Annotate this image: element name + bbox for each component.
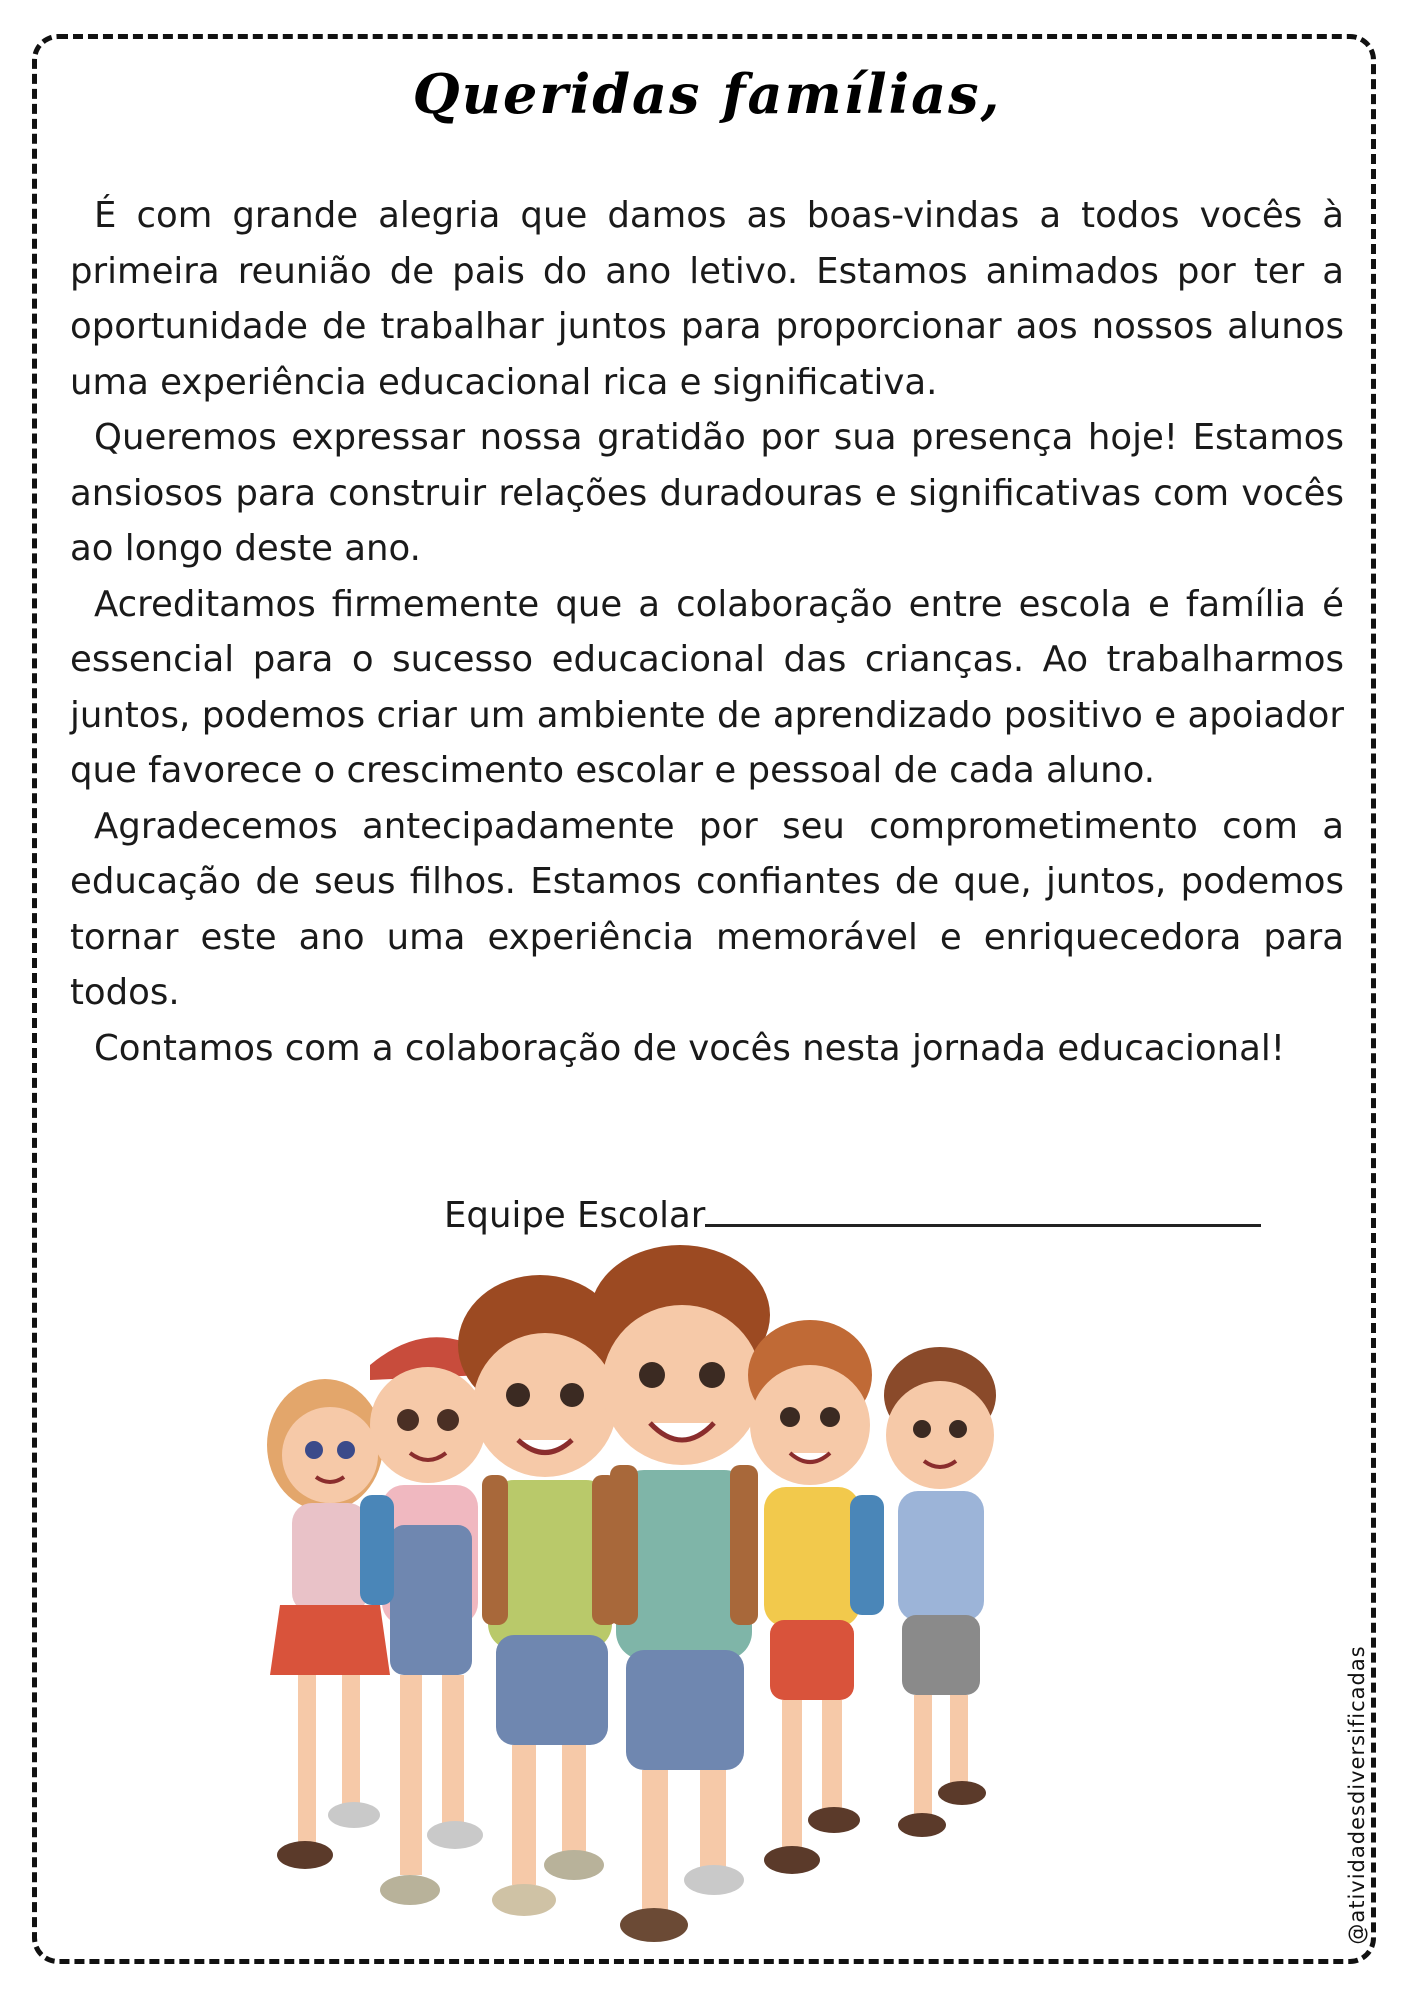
paragraph-welcome: É com grande alegria que damos as boas-vindas a todos vocês à primeira reunião de pais do ano letivo. Estamos animados por ter a oportunidade de trabalhar juntos para proporcionar aos nossos alunos uma experiência educacional rica e significativa. bbox=[70, 195, 1344, 403]
paragraph-closing: Contamos com a colaboração de vocês nesta jornada educacional! bbox=[94, 1027, 1285, 1069]
letter-body bbox=[70, 188, 1344, 1076]
watermark-text: @atividadesdiversificadas bbox=[1345, 1645, 1369, 1945]
child-figure-3 bbox=[458, 1275, 622, 1916]
signature-blank bbox=[705, 1194, 1261, 1227]
signature-label: Equipe Escolar bbox=[444, 1195, 706, 1236]
child-figure-1 bbox=[267, 1379, 390, 1869]
child-figure-6 bbox=[884, 1347, 996, 1837]
watermark-handle bbox=[1342, 1640, 1372, 1950]
paragraph-gratitude: Queremos expressar nossa gratidão por sua presença hoje! Estamos ansiosos para construir relações duradouras e significativas com vocês ao longo deste ano. bbox=[70, 417, 1344, 569]
paragraph-collaboration: Acreditamos firmemente que a colaboração entre escola e família é essencial para o sucesso educacional das crianças. Ao trabalharmos juntos, podemos criar um ambiente de aprendizado positivo e apoiador que favorece o crescimento escolar e pessoal de cada aluno. bbox=[70, 583, 1344, 791]
children-running-illustration bbox=[250, 1225, 1150, 1965]
paragraph-thanks: Agradecemos antecipadamente por seu comprometimento com a educação de seus filhos. Estamos confiantes de que, juntos, podemos tornar este ano uma experiência memorável e enriquecedora para todos. bbox=[70, 805, 1344, 1013]
letter-title: Queridas famílias, bbox=[412, 62, 1002, 126]
child-figure-4 bbox=[590, 1245, 770, 1942]
child-figure-5 bbox=[748, 1320, 884, 1874]
